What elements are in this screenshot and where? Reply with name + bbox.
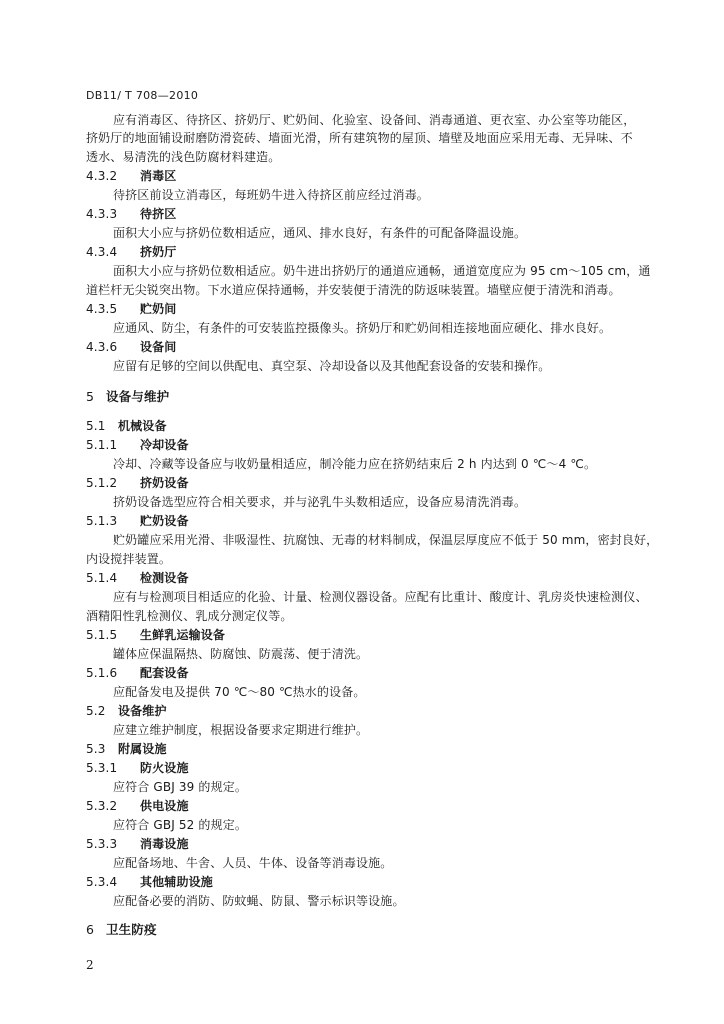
section-heading-5-1 [86,418,167,434]
section-heading-5-3-2 [86,798,189,814]
paragraph-line: 应符合 GBJ 39 的规定。 [113,780,248,794]
section-heading-5-3-4 [86,874,213,890]
section-heading-5-1-1 [86,437,189,453]
section-title: 待挤区 [140,207,177,221]
section-title: 配套设备 [140,666,189,680]
section-title: 检测设备 [140,571,189,585]
section-number: 5.3.1 [86,761,118,775]
section-number: 5.1.1 [86,438,118,452]
section-number: 5.1.2 [86,476,118,490]
section-title: 机械设备 [118,419,167,433]
paragraph-line: 冷却、冷藏等设备应与收奶量相适应，制冷能力应在挤奶结束后 2 h 内达到 0 ℃～4 ℃。 [113,457,597,471]
section-number: 5.1.4 [86,571,118,585]
section-heading-4-3-2 [86,168,176,184]
section-number: 5.1 [86,419,106,433]
section-heading-4-3-5 [86,301,176,317]
paragraph-line: 面积大小应与挤奶位数相适应，通风、排水良好，有条件的可配备降温设施。 [113,226,527,240]
section-title: 生鲜乳运输设备 [140,628,226,642]
paragraph-line: 应配备场地、牛舍、人员、牛体、设备等消毒设施。 [113,856,393,870]
section-heading-5 [86,389,169,405]
section-heading-5-3-1 [86,760,189,776]
section-number: 5.1.3 [86,514,118,528]
section-heading-4-3-3 [86,206,176,222]
section-title: 消毒区 [140,169,177,183]
section-number: 5.1.5 [86,628,118,642]
section-title: 消毒设施 [140,837,189,851]
section-title: 设备维护 [118,704,167,718]
section-heading-4-3-4 [86,244,176,260]
section-title: 供电设施 [140,799,189,813]
section-number: 5.3.2 [86,799,118,813]
section-title: 贮奶间 [140,302,177,316]
section-heading-5-2 [86,703,167,719]
paragraph-line: 罐体应保温隔热、防腐蚀、防震荡、便于清洗。 [113,647,369,661]
paragraph-line: 酒精阳性乳检测仪、乳成分测定仪等。 [86,609,293,623]
paragraph-line: 应有与检测项目相适应的化验、计量、检测仪器设备。应配有比重计、酸度计、乳房炎快速检测仪、 [113,590,648,604]
section-heading-5-1-6 [86,665,189,681]
section-number: 5 [86,389,95,404]
section-number: 4.3.3 [86,207,118,221]
section-title: 设备间 [140,340,177,354]
paragraph-line: 道栏杆无尖锐突出物。下水道应保持通畅，并安装便于清洗的防返味装置。墙壁应便于清洗和消毒。 [86,283,621,297]
paragraph-line: 内设搅拌装置。 [86,552,172,566]
section-heading-6 [86,922,157,938]
section-heading-5-1-5 [86,627,225,643]
page-number: 2 [86,958,94,972]
section-title: 其他辅助设施 [140,875,213,889]
section-title: 卫生防疫 [106,922,157,937]
section-number: 4.3.5 [86,302,118,316]
section-number: 6 [86,922,95,937]
paragraph-line: 应有消毒区、待挤区、挤奶厅、贮奶间、化验室、设备间、消毒通道、更衣室、办公室等功能区， [113,113,636,127]
paragraph-line: 应符合 GBJ 52 的规定。 [113,818,248,832]
section-title: 挤奶设备 [140,476,189,490]
section-heading-4-3-6 [86,339,176,355]
section-heading-5-1-2 [86,475,189,491]
section-title: 挤奶厅 [140,245,177,259]
paragraph-line: 应配备必要的消防、防蚊蝇、防鼠、警示标识等设施。 [113,894,405,908]
paragraph-line: 应留有足够的空间以供配电、真空泵、冷却设备以及其他配套设备的安装和操作。 [113,359,551,373]
section-number: 4.3.4 [86,245,118,259]
paragraph-line: 挤奶设备选型应符合相关要求，并与泌乳牛头数相适应，设备应易清洗消毒。 [113,495,527,509]
section-number: 5.3.4 [86,875,118,889]
section-heading-5-3-3 [86,836,189,852]
section-number: 5.2 [86,704,106,718]
section-title: 附属设施 [118,742,167,756]
section-title: 设备与维护 [106,389,170,404]
paragraph-line: 面积大小应与挤奶位数相适应。奶牛进出挤奶厅的通道应通畅，通道宽度应为 95 cm～105 cm，通 [113,264,651,278]
paragraph-line: 贮奶罐应采用光滑、非吸湿性、抗腐蚀、无毒的材料制成，保温层厚度应不低于 50 mm，密封良好， [113,533,659,547]
section-number: 5.3.3 [86,837,118,851]
paragraph-line: 待挤区前设立消毒区，每班奶牛进入待挤区前应经过消毒。 [113,188,429,202]
paragraph-line: 应配备发电及提供 70 ℃～80 ℃热水的设备。 [113,685,366,699]
section-title: 冷却设备 [140,438,189,452]
section-number: 4.3.6 [86,340,118,354]
paragraph-line: 透水、易清洗的浅色防腐材料建造。 [86,150,281,164]
section-heading-5-1-4 [86,570,189,586]
section-title: 贮奶设备 [140,514,189,528]
section-number: 5.1.6 [86,666,118,680]
paragraph-line: 应通风、防尘，有条件的可安装监控摄像头。挤奶厅和贮奶间相连接地面应硬化、排水良好。 [113,321,612,335]
section-number: 5.3 [86,742,106,756]
paragraph-line: 挤奶厅的地面铺设耐磨防滑瓷砖、墙面光滑，所有建筑物的屋顶、墙壁及地面应采用无毒、无异味、不 [86,131,633,145]
standard-header: DB11/ T 708—2010 [86,89,199,102]
paragraph-line: 应建立维护制度，根据设备要求定期进行维护。 [113,723,369,737]
section-number: 4.3.2 [86,169,118,183]
section-title: 防火设施 [140,761,189,775]
section-heading-5-3 [86,741,167,757]
section-heading-5-1-3 [86,513,189,529]
